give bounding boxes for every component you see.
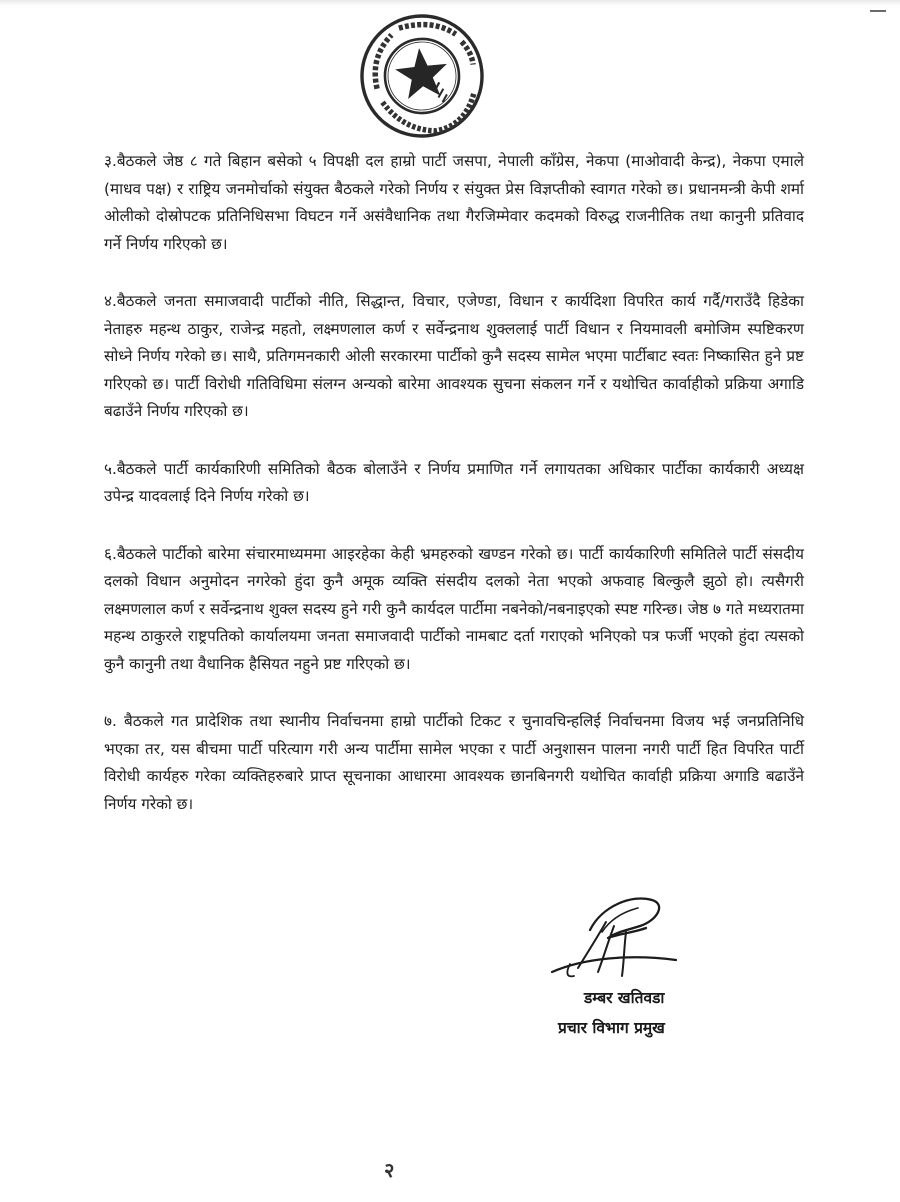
document-body <box>104 148 804 848</box>
paragraph-7: ७. बैठकले गत प्रादेशिक तथा स्थानीय निर्वाचनमा हाम्रो पार्टीको टिकट र चुनावचिन्हलिई निर्वाचनमा विजय भई जनप्रतिनिधि भएका तर, यस बीचमा पार्टी परित्याग गरी अन्य पार्टीमा सामेल भएका र पार्टी अनुशासन पालना नगरी पार्टी हित विपरित पार्टी विरोधी कार्यहरु गरेका व्यक्तिहरुबारे प्राप्त सूचनाका आधारमा आवश्यक छानबिनगरी यथोचित कार्वाही प्रक्रिया अगाडि बढाउँने निर्णय गरेको छ। <box>104 712 804 813</box>
paragraph-4: ४.बैठकले जनता समाजवादी पार्टीको नीति, सिद्धान्त, विचार, एजेण्डा, विधान र कार्यदिशा विपरित कार्य गर्दै/गराउँदै हिडेका नेताहरु महन्थ ठाकुर, राजेन्द्र महतो, लक्ष्मणलाल कर्ण र सर्वेन्द्रनाथ शुक्ललाई पार्टी विधान र नियमावली बमोजिम स्पष्टिकरण सोध्ने निर्णय गरेको छ। साथै, प्रतिगमनकारी ओली सरकारमा पार्टीको कुनै सदस्य सामेल भएमा पार्टीबाट स्वतः निष्कासित हुने प्रष्ट गरिएको छ। पार्टी विरोधी गतिविधिमा संलग्न अन्यको बारेमा आवश्यक सुचना संकलन गर्ने र यथोचित कार्वाहीको प्रक्रिया अगाडि बढाउँने निर्णय गरिएको छ। <box>104 292 804 420</box>
scan-mark <box>870 10 886 12</box>
signature-block <box>544 892 744 1037</box>
paragraph-5: ५.बैठकले पार्टी कार्यकारिणी समितिको बैठक बोलाउँने र निर्णय प्रमाणित गर्ने लगायतका अधिकार पार्टीका कार्यकारी अध्यक्ष उपेन्द्र यादवलाई दिने निर्णय गरेको छ। <box>104 459 804 505</box>
signatory-name: डम्बर खतिवडा <box>584 989 665 1007</box>
handwritten-signature <box>544 892 694 984</box>
signatory-title: प्रचार विभाग प्रमुख <box>558 1019 665 1037</box>
paragraph-6: ६.बैठकले पार्टीको बारेमा संचारमाध्यममा आइरहेका केही भ्रमहरुको खण्डन गरेको छ। पार्टी कार्यकारिणी समितिले पार्टी संसदीय दलको विधान अनुमोदन नगरेको हुंदा कुनै अमूक व्यक्ति संसदीय दलको नेता भएको अफवाह बिल्कुलै झुठो हो। त्यसैगरी लक्ष्मणलाल कर्ण र सर्वेन्द्रनाथ शुक्ल सदस्य हुने गरी कुनै कार्यदल पार्टीमा नबनेको/नबनाइएको स्पष्ट गरिन्छ। जेष्ठ ७ गते मध्यरातमा महन्थ ठाकुरले राष्ट्रपतिको कार्यालयमा जनता समाजवादी पार्टीको नामबाट दर्ता गराएको भनिएको पत्र फर्जी भएको हुंदा त्यसको कुनै कानुनी तथा वैधानिक हैसियत नहुने प्रष्ट गरिएको छ। <box>104 544 804 673</box>
paragraph-3: ३.बैठकले जेष्ठ ८ गते बिहान बसेको ५ विपक्षी दल हाम्रो पार्टी जसपा, नेपाली काँग्रेस, नेकपा (माओवादी केन्द्र), नेकपा एमाले (माधव पक्ष) र राष्ट्रिय जनमोर्चाको संयुक्त बैठकले गरेको निर्णय र संयुक्त प्रेस विज्ञप्तीको स्वागत गरेको छ। प्रधानमन्त्री केपी शर्मा ओलीको दोस्रोपटक प्रतिनिधिसभा विघटन गर्ने असंवैधानिक तथा गैरजिम्मेवार कदमको विरुद्ध राजनीतिक तथा कानुनी प्रतिवाद गर्ने निर्णय गरिएको छ। <box>104 152 804 253</box>
page-number: २ <box>384 1158 395 1182</box>
party-seal <box>352 12 492 140</box>
scan-edge <box>0 0 900 6</box>
